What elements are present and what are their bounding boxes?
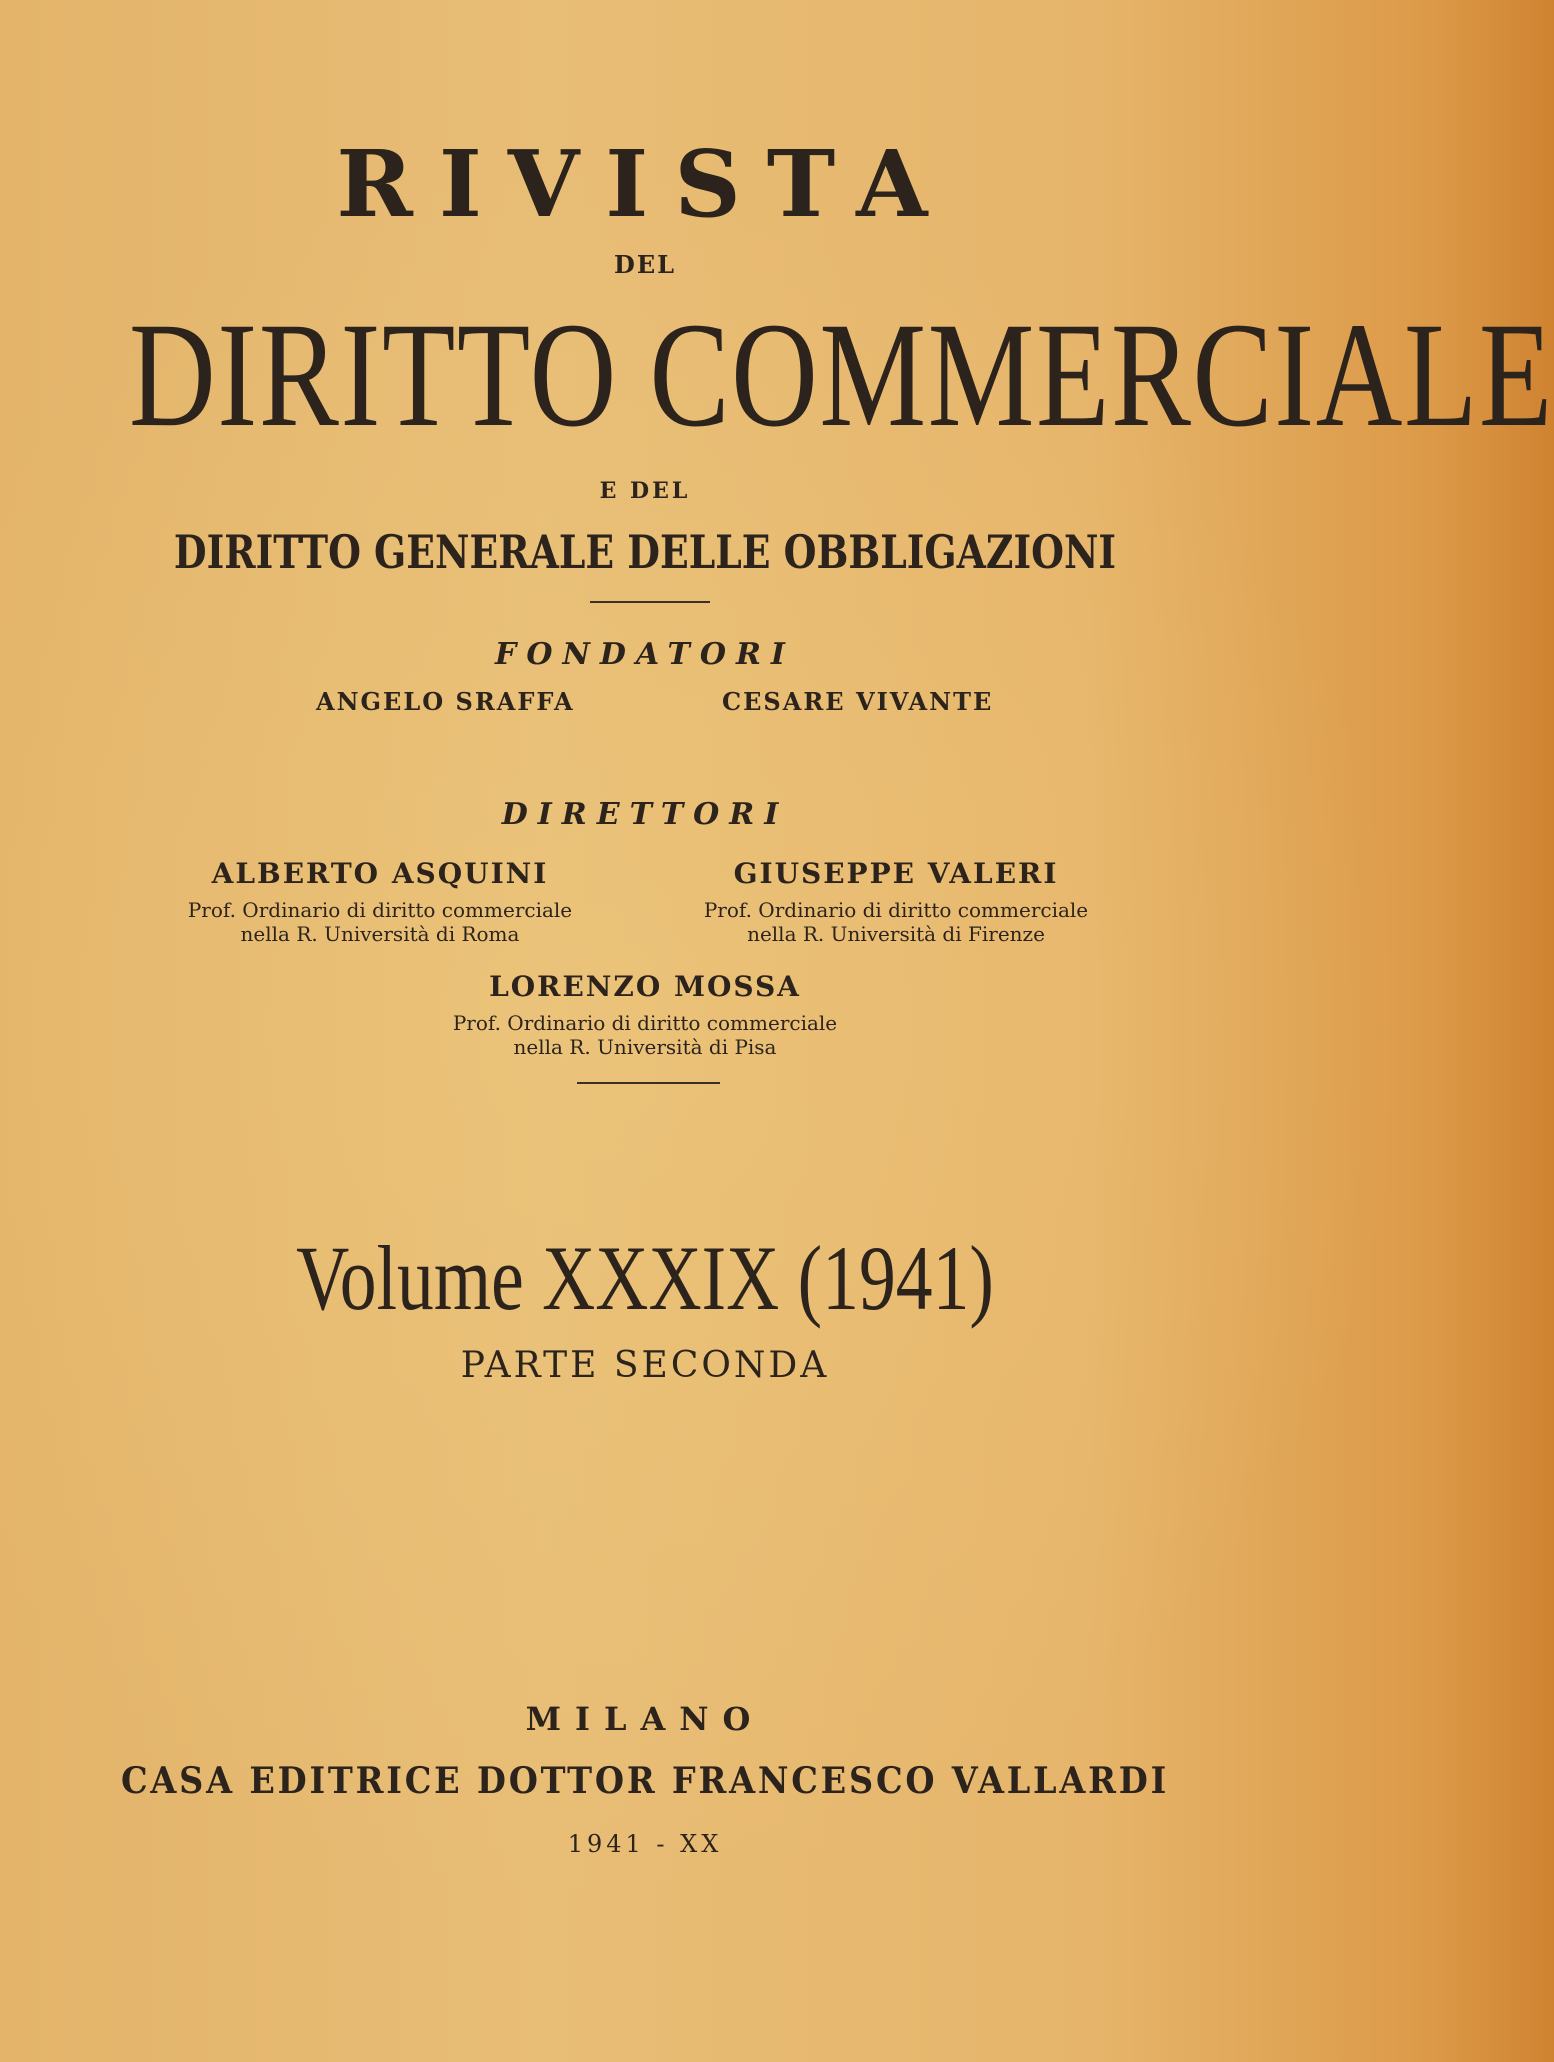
directors-heading: DIRETTORI bbox=[501, 797, 789, 832]
director-title: Prof. Ordinario di diritto commerciale bbox=[452, 1011, 838, 1035]
director-block bbox=[150, 857, 610, 946]
main-title: DIRITTO COMMERCIALE bbox=[129, 292, 1554, 458]
imprint-date: 1941 - XX bbox=[567, 1830, 723, 1858]
founders-heading: FONDATORI bbox=[495, 637, 795, 672]
imprint-city: MILANO bbox=[525, 1700, 765, 1738]
director-title: Prof. Ordinario di diritto commerciale bbox=[187, 898, 573, 922]
director-block bbox=[415, 970, 875, 1059]
e-del-connector: E DEL bbox=[599, 478, 691, 504]
divider-rule-top bbox=[590, 601, 710, 603]
director-affiliation: nella R. Università di Firenze bbox=[747, 922, 1045, 946]
founder-name: CESARE VIVANTE bbox=[722, 687, 994, 716]
director-title: Prof. Ordinario di diritto commerciale bbox=[703, 898, 1089, 922]
director-block bbox=[666, 857, 1126, 946]
del-connector: DEL bbox=[614, 250, 676, 279]
director-name: LORENZO MOSSA bbox=[489, 970, 801, 1003]
volume-label: Volume XXXIX (1941) bbox=[296, 1227, 994, 1329]
director-name: GIUSEPPE VALERI bbox=[733, 857, 1059, 890]
part-label: PARTE SECONDA bbox=[460, 1345, 830, 1386]
director-name: ALBERTO ASQUINI bbox=[211, 857, 549, 890]
director-affiliation: nella R. Università di Roma bbox=[240, 922, 520, 946]
imprint-publisher: CASA EDITRICE DOTTOR FRANCESCO VALLARDI bbox=[120, 1760, 1170, 1802]
founder-name: ANGELO SRAFFA bbox=[316, 687, 575, 716]
subtitle: DIRITTO GENERALE DELLE OBBLIGAZIONI bbox=[173, 525, 1117, 579]
journal-word: RIVISTA bbox=[336, 130, 954, 238]
divider-rule-bottom bbox=[577, 1082, 720, 1084]
director-affiliation: nella R. Università di Pisa bbox=[513, 1035, 777, 1059]
